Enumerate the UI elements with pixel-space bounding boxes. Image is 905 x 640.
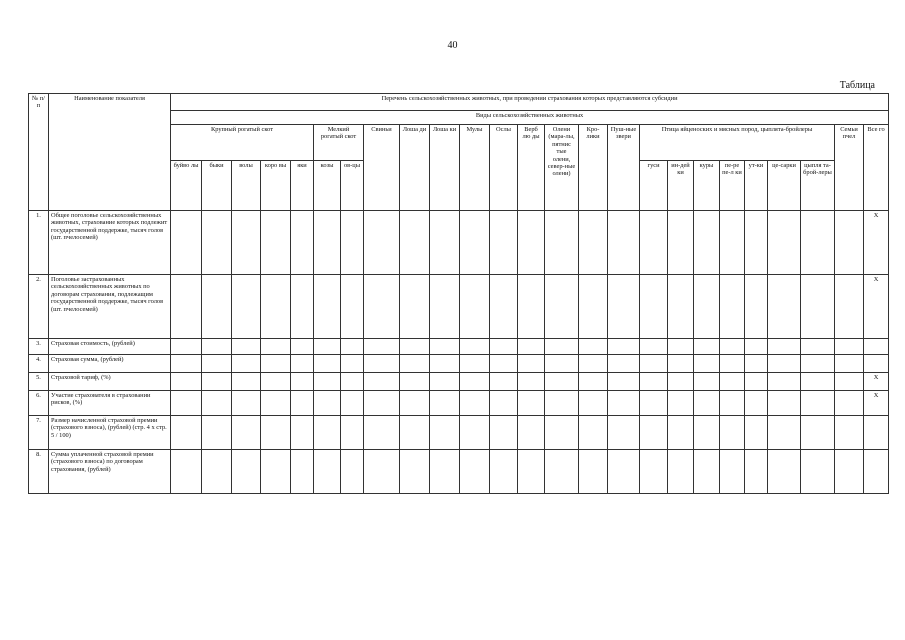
row-label: Общее поголовье сельскохозяйственных животных, страхование которых подлежит государственной поддержке, тысяч голов (шт. пчелосемей): [49, 211, 171, 275]
row-total-x: X: [864, 391, 889, 416]
col-name-header: Наименование показателя: [49, 94, 171, 211]
row-num: 3.: [29, 339, 49, 355]
group-muly: Мулы: [460, 125, 490, 211]
row-total-x: [864, 355, 889, 373]
sub-korovy: коро вы: [261, 161, 291, 211]
sub-perepelki: пе-ре пе-л ки: [720, 161, 745, 211]
row-label: Сумма уплаченной страховой премии (страхового взноса) по договорам страхования, (рублей): [49, 450, 171, 494]
group-vsego: Все го: [864, 125, 889, 211]
row-label: Участие страхователя в страховании рисков, (%): [49, 391, 171, 416]
page-number: 40: [447, 40, 458, 51]
sub-byki: быки: [202, 161, 232, 211]
perechen-header: Перечень сельскохозяйственных животных, при проведении страхования которых представляются субсидии: [171, 94, 889, 111]
row-num: 1.: [29, 211, 49, 275]
row-label: Страховая сумма, (рублей): [49, 355, 171, 373]
table-row: [29, 450, 889, 494]
group-mrs: Мелкий рогатый скот: [314, 125, 364, 161]
row-total-x: X: [864, 373, 889, 391]
sub-jaki: яки: [291, 161, 314, 211]
sub-ovcy: ов-цы: [341, 161, 364, 211]
table-row: [29, 211, 889, 275]
row-total-x: [864, 339, 889, 355]
sub-cyplyata: цыпля та-брой-леры: [801, 161, 835, 211]
table-row: [29, 416, 889, 450]
sub-voly: волы: [232, 161, 261, 211]
table-row: [29, 339, 889, 355]
sub-indejki: ин-дей ки: [668, 161, 694, 211]
row-num: 8.: [29, 450, 49, 494]
group-krs: Крупный рогатый скот: [171, 125, 314, 161]
row-num: 7.: [29, 416, 49, 450]
row-label: Размер начисленной страховой премии (страхового взноса), (рублей) (стр. 4 x стр. 5 / 100): [49, 416, 171, 450]
row-total-x: [864, 450, 889, 494]
group-loshadi: Лоша ди: [400, 125, 430, 211]
group-pushnye: Пуш-ные звери: [608, 125, 640, 211]
group-loshaki: Лоша ки: [430, 125, 460, 211]
row-num: 5.: [29, 373, 49, 391]
sub-kozy: козы: [314, 161, 341, 211]
sub-cesarki: це-сарки: [768, 161, 801, 211]
sub-gusi: гуси: [640, 161, 668, 211]
group-oleni: Олени (мара-лы, пятнис тые олени, север-ные олени): [545, 125, 579, 211]
table-caption: Таблица: [839, 80, 875, 91]
table-row: [29, 391, 889, 416]
row-total-x: X: [864, 275, 889, 339]
row-num: 2.: [29, 275, 49, 339]
row-num: 6.: [29, 391, 49, 416]
group-svini: Свиньи: [364, 125, 400, 211]
group-osly: Ослы: [490, 125, 518, 211]
table-row: [29, 373, 889, 391]
group-semi: Семьи пчел: [835, 125, 864, 211]
row-label: Страховая стоимость, (рублей): [49, 339, 171, 355]
group-kroliki: Кро-лики: [579, 125, 608, 211]
row-total-x: [864, 416, 889, 450]
vidy-header: Виды сельскохозяйственных животных: [171, 111, 889, 125]
row-label: Страховой тариф, (%): [49, 373, 171, 391]
row-num: 4.: [29, 355, 49, 373]
sub-bujvoly: буйво лы: [171, 161, 202, 211]
col-num-header: № п/п: [29, 94, 49, 211]
sub-kury: куры: [694, 161, 720, 211]
row-label: Поголовье застрахованных сельскохозяйственных животных по договорам страхования, подлежащим государственной поддержке, тысяч голов (шт. пчелосемей): [49, 275, 171, 339]
sub-utki: ут-ки: [745, 161, 768, 211]
group-verbljudy: Верб лю ды: [518, 125, 545, 211]
subsidy-table: [28, 93, 889, 494]
row-total-x: X: [864, 211, 889, 275]
table-row: [29, 355, 889, 373]
group-ptica: Птица яйценоских и мясных пород, цыплята-бройлеры: [640, 125, 835, 161]
table-row: [29, 275, 889, 339]
